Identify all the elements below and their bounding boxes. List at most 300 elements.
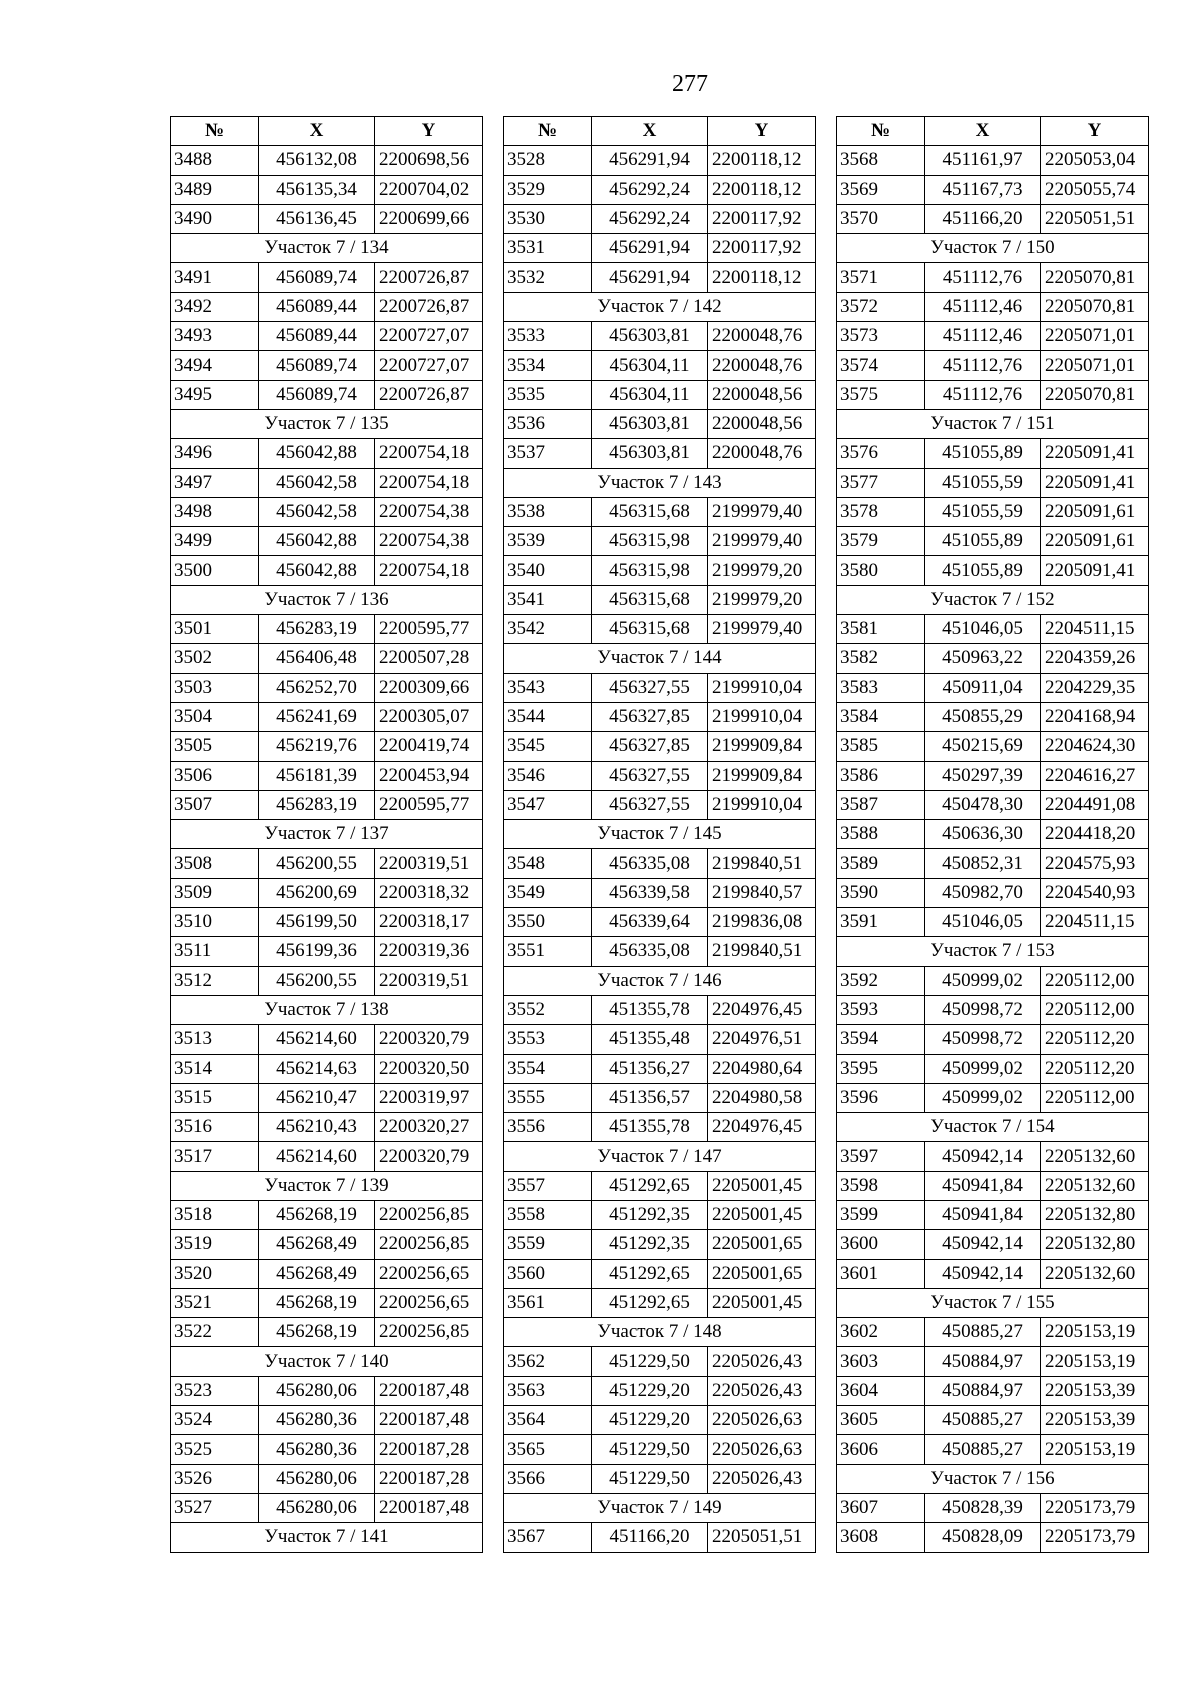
section-row — [504, 644, 816, 673]
table-row — [171, 673, 483, 702]
coordinates-table-column-3 — [836, 116, 1148, 1553]
point-number: 3598 — [837, 1171, 925, 1200]
section-row — [171, 820, 483, 849]
table-row — [171, 615, 483, 644]
y-coordinate: 2200320,50 — [375, 1054, 483, 1083]
table-row — [837, 146, 1149, 175]
point-number: 3502 — [171, 644, 259, 673]
x-coordinate: 456280,36 — [259, 1406, 375, 1435]
section-row — [171, 1171, 483, 1200]
point-number: 3525 — [171, 1435, 259, 1464]
point-number: 3541 — [504, 585, 592, 614]
x-coordinate: 456241,69 — [259, 702, 375, 731]
point-number: 3524 — [171, 1406, 259, 1435]
x-coordinate: 456327,85 — [592, 702, 708, 731]
table-row — [504, 380, 816, 409]
y-coordinate: 2204540,93 — [1041, 878, 1149, 907]
table-row — [837, 175, 1149, 204]
x-coordinate: 451055,59 — [925, 497, 1041, 526]
table-row — [837, 292, 1149, 321]
table-row — [171, 351, 483, 380]
x-coordinate: 456089,74 — [259, 351, 375, 380]
table-row — [504, 1054, 816, 1083]
table-header-row — [837, 117, 1149, 146]
x-coordinate: 450885,27 — [925, 1435, 1041, 1464]
y-coordinate: 2205132,60 — [1041, 1259, 1149, 1288]
y-coordinate: 2200256,85 — [375, 1230, 483, 1259]
x-coordinate: 451229,50 — [592, 1435, 708, 1464]
x-coordinate: 456335,08 — [592, 849, 708, 878]
point-number: 3579 — [837, 527, 925, 556]
x-coordinate: 456268,19 — [259, 1288, 375, 1317]
section-label: Участок 7 / 154 — [837, 1113, 1149, 1142]
point-number: 3565 — [504, 1435, 592, 1464]
point-number: 3595 — [837, 1054, 925, 1083]
x-coordinate: 456042,58 — [259, 468, 375, 497]
point-number: 3520 — [171, 1259, 259, 1288]
y-coordinate: 2205071,01 — [1041, 351, 1149, 380]
x-coordinate: 451356,27 — [592, 1054, 708, 1083]
section-row — [171, 1523, 483, 1552]
y-coordinate: 2199979,40 — [708, 615, 816, 644]
point-number: 3535 — [504, 380, 592, 409]
section-label: Участок 7 / 145 — [504, 820, 816, 849]
point-number: 3608 — [837, 1523, 925, 1552]
x-coordinate: 451229,20 — [592, 1376, 708, 1405]
point-number: 3536 — [504, 409, 592, 438]
y-coordinate: 2204511,15 — [1041, 908, 1149, 937]
y-coordinate: 2205026,63 — [708, 1435, 816, 1464]
table-row — [171, 380, 483, 409]
table-row — [837, 673, 1149, 702]
table-row — [504, 732, 816, 761]
table-row — [171, 1493, 483, 1522]
x-coordinate: 451112,76 — [925, 351, 1041, 380]
table-row — [504, 263, 816, 292]
x-coordinate: 451167,73 — [925, 175, 1041, 204]
section-label: Участок 7 / 156 — [837, 1464, 1149, 1493]
y-coordinate: 2200256,65 — [375, 1259, 483, 1288]
table-row — [504, 175, 816, 204]
table-row — [171, 556, 483, 585]
point-number: 3503 — [171, 673, 259, 702]
section-row — [837, 409, 1149, 438]
table-row — [504, 439, 816, 468]
point-number: 3500 — [171, 556, 259, 585]
section-label: Участок 7 / 136 — [171, 585, 483, 614]
point-number: 3507 — [171, 790, 259, 819]
x-coordinate: 456200,55 — [259, 849, 375, 878]
section-label: Участок 7 / 147 — [504, 1142, 816, 1171]
y-coordinate: 2205112,20 — [1041, 1054, 1149, 1083]
section-label: Участок 7 / 149 — [504, 1493, 816, 1522]
section-row — [504, 292, 816, 321]
y-coordinate: 2205051,51 — [708, 1523, 816, 1552]
section-row — [837, 234, 1149, 263]
point-number: 3508 — [171, 849, 259, 878]
section-label: Участок 7 / 151 — [837, 409, 1149, 438]
header-x: X — [592, 117, 708, 146]
table-row — [171, 1025, 483, 1054]
point-number: 3557 — [504, 1171, 592, 1200]
table-row — [504, 790, 816, 819]
table-header-row — [171, 117, 483, 146]
table-row — [837, 790, 1149, 819]
table-row — [837, 1435, 1149, 1464]
y-coordinate: 2199910,04 — [708, 673, 816, 702]
x-coordinate: 450884,97 — [925, 1347, 1041, 1376]
x-coordinate: 451055,59 — [925, 468, 1041, 497]
point-number: 3569 — [837, 175, 925, 204]
y-coordinate: 2205091,41 — [1041, 556, 1149, 585]
x-coordinate: 451292,65 — [592, 1259, 708, 1288]
table-row — [504, 878, 816, 907]
table-row — [837, 615, 1149, 644]
point-number: 3489 — [171, 175, 259, 204]
section-label: Участок 7 / 138 — [171, 995, 483, 1024]
y-coordinate: 2200704,02 — [375, 175, 483, 204]
y-coordinate: 2199840,57 — [708, 878, 816, 907]
point-number: 3523 — [171, 1376, 259, 1405]
y-coordinate: 2199979,40 — [708, 527, 816, 556]
y-coordinate: 2205001,45 — [708, 1200, 816, 1229]
table-row — [171, 1259, 483, 1288]
table-row — [837, 204, 1149, 233]
table-row — [837, 820, 1149, 849]
x-coordinate: 451112,46 — [925, 292, 1041, 321]
table-row — [837, 497, 1149, 526]
point-number: 3560 — [504, 1259, 592, 1288]
point-number: 3572 — [837, 292, 925, 321]
section-row — [837, 1113, 1149, 1142]
x-coordinate: 456268,49 — [259, 1259, 375, 1288]
point-number: 3603 — [837, 1347, 925, 1376]
y-coordinate: 2199910,04 — [708, 702, 816, 731]
point-number: 3602 — [837, 1318, 925, 1347]
point-number: 3527 — [171, 1493, 259, 1522]
y-coordinate: 2200699,66 — [375, 204, 483, 233]
x-coordinate: 456315,68 — [592, 497, 708, 526]
table-row — [171, 937, 483, 966]
point-number: 3534 — [504, 351, 592, 380]
section-label: Участок 7 / 141 — [171, 1523, 483, 1552]
section-row — [837, 1288, 1149, 1317]
y-coordinate: 2200118,12 — [708, 146, 816, 175]
table-row — [504, 615, 816, 644]
table-row — [504, 1347, 816, 1376]
table-row — [837, 908, 1149, 937]
x-coordinate: 451356,57 — [592, 1083, 708, 1112]
y-coordinate: 2200754,18 — [375, 468, 483, 497]
table-row — [171, 146, 483, 175]
point-number: 3544 — [504, 702, 592, 731]
table-row — [837, 644, 1149, 673]
point-number: 3494 — [171, 351, 259, 380]
y-coordinate: 2204624,30 — [1041, 732, 1149, 761]
x-coordinate: 456280,06 — [259, 1464, 375, 1493]
coordinates-table — [503, 116, 816, 1553]
point-number: 3552 — [504, 995, 592, 1024]
y-coordinate: 2200320,79 — [375, 1025, 483, 1054]
x-coordinate: 450998,72 — [925, 1025, 1041, 1054]
table-row — [171, 322, 483, 351]
point-number: 3521 — [171, 1288, 259, 1317]
x-coordinate: 456210,43 — [259, 1113, 375, 1142]
table-row — [504, 527, 816, 556]
x-coordinate: 450885,27 — [925, 1406, 1041, 1435]
y-coordinate: 2204976,45 — [708, 1113, 816, 1142]
section-label: Участок 7 / 135 — [171, 409, 483, 438]
section-row — [171, 234, 483, 263]
y-coordinate: 2200318,32 — [375, 878, 483, 907]
section-label: Участок 7 / 144 — [504, 644, 816, 673]
point-number: 3601 — [837, 1259, 925, 1288]
table-row — [504, 673, 816, 702]
point-number: 3551 — [504, 937, 592, 966]
y-coordinate: 2200118,12 — [708, 175, 816, 204]
point-number: 3490 — [171, 204, 259, 233]
x-coordinate: 451055,89 — [925, 527, 1041, 556]
table-row — [837, 1523, 1149, 1552]
x-coordinate: 456042,58 — [259, 497, 375, 526]
table-row — [504, 556, 816, 585]
point-number: 3584 — [837, 702, 925, 731]
y-coordinate: 2200754,38 — [375, 497, 483, 526]
y-coordinate: 2200305,07 — [375, 702, 483, 731]
x-coordinate: 456292,24 — [592, 175, 708, 204]
table-row — [171, 702, 483, 731]
point-number: 3571 — [837, 263, 925, 292]
y-coordinate: 2205153,39 — [1041, 1406, 1149, 1435]
point-number: 3497 — [171, 468, 259, 497]
point-number: 3533 — [504, 322, 592, 351]
header-y: Y — [1041, 117, 1149, 146]
table-header-row — [504, 117, 816, 146]
y-coordinate: 2204168,94 — [1041, 702, 1149, 731]
point-number: 3543 — [504, 673, 592, 702]
section-row — [171, 585, 483, 614]
point-number: 3559 — [504, 1230, 592, 1259]
x-coordinate: 450828,09 — [925, 1523, 1041, 1552]
x-coordinate: 451112,46 — [925, 322, 1041, 351]
x-coordinate: 456268,49 — [259, 1230, 375, 1259]
table-row — [837, 878, 1149, 907]
y-coordinate: 2205001,65 — [708, 1230, 816, 1259]
point-number: 3599 — [837, 1200, 925, 1229]
point-number: 3586 — [837, 761, 925, 790]
y-coordinate: 2200726,87 — [375, 380, 483, 409]
y-coordinate: 2200320,27 — [375, 1113, 483, 1142]
y-coordinate: 2205051,51 — [1041, 204, 1149, 233]
table-row — [837, 1347, 1149, 1376]
section-row — [171, 995, 483, 1024]
point-number: 3506 — [171, 761, 259, 790]
header-number: № — [504, 117, 592, 146]
x-coordinate: 451161,97 — [925, 146, 1041, 175]
x-coordinate: 456200,69 — [259, 878, 375, 907]
point-number: 3537 — [504, 439, 592, 468]
y-coordinate: 2200256,85 — [375, 1200, 483, 1229]
y-coordinate: 2205132,80 — [1041, 1200, 1149, 1229]
y-coordinate: 2199910,04 — [708, 790, 816, 819]
point-number: 3548 — [504, 849, 592, 878]
x-coordinate: 451166,20 — [592, 1523, 708, 1552]
table-row — [504, 1288, 816, 1317]
x-coordinate: 451292,35 — [592, 1200, 708, 1229]
y-coordinate: 2199836,08 — [708, 908, 816, 937]
point-number: 3530 — [504, 204, 592, 233]
y-coordinate: 2200318,17 — [375, 908, 483, 937]
point-number: 3501 — [171, 615, 259, 644]
table-row — [837, 439, 1149, 468]
table-row — [504, 322, 816, 351]
x-coordinate: 450999,02 — [925, 966, 1041, 995]
table-row — [171, 761, 483, 790]
point-number: 3499 — [171, 527, 259, 556]
y-coordinate: 2199979,20 — [708, 556, 816, 585]
x-coordinate: 450911,04 — [925, 673, 1041, 702]
x-coordinate: 456214,60 — [259, 1142, 375, 1171]
table-row — [504, 908, 816, 937]
table-row — [837, 468, 1149, 497]
y-coordinate: 2204229,35 — [1041, 673, 1149, 702]
table-row — [171, 1230, 483, 1259]
x-coordinate: 456315,68 — [592, 585, 708, 614]
point-number: 3556 — [504, 1113, 592, 1142]
y-coordinate: 2205026,43 — [708, 1376, 816, 1405]
table-row — [504, 995, 816, 1024]
point-number: 3553 — [504, 1025, 592, 1054]
section-label: Участок 7 / 143 — [504, 468, 816, 497]
x-coordinate: 456280,06 — [259, 1493, 375, 1522]
y-coordinate: 2205132,60 — [1041, 1171, 1149, 1200]
x-coordinate: 451055,89 — [925, 556, 1041, 585]
x-coordinate: 451229,50 — [592, 1347, 708, 1376]
y-coordinate: 2200698,56 — [375, 146, 483, 175]
point-number: 3542 — [504, 615, 592, 644]
table-row — [171, 1406, 483, 1435]
y-coordinate: 2204976,51 — [708, 1025, 816, 1054]
table-row — [171, 732, 483, 761]
point-number: 3563 — [504, 1376, 592, 1405]
x-coordinate: 450999,02 — [925, 1054, 1041, 1083]
table-row — [171, 1318, 483, 1347]
point-number: 3562 — [504, 1347, 592, 1376]
y-coordinate: 2199979,40 — [708, 497, 816, 526]
y-coordinate: 2200048,76 — [708, 439, 816, 468]
table-row — [504, 1083, 816, 1112]
y-coordinate: 2200754,18 — [375, 556, 483, 585]
x-coordinate: 456089,44 — [259, 292, 375, 321]
table-row — [504, 849, 816, 878]
point-number: 3576 — [837, 439, 925, 468]
table-row — [837, 761, 1149, 790]
point-number: 3529 — [504, 175, 592, 204]
section-label: Участок 7 / 150 — [837, 234, 1149, 263]
x-coordinate: 450942,14 — [925, 1259, 1041, 1288]
table-row — [504, 1259, 816, 1288]
point-number: 3577 — [837, 468, 925, 497]
x-coordinate: 451292,35 — [592, 1230, 708, 1259]
point-number: 3582 — [837, 644, 925, 673]
point-number: 3578 — [837, 497, 925, 526]
y-coordinate: 2205070,81 — [1041, 380, 1149, 409]
y-coordinate: 2200726,87 — [375, 292, 483, 321]
point-number: 3561 — [504, 1288, 592, 1317]
y-coordinate: 2205091,61 — [1041, 497, 1149, 526]
x-coordinate: 456303,81 — [592, 439, 708, 468]
x-coordinate: 451112,76 — [925, 380, 1041, 409]
section-row — [504, 468, 816, 497]
x-coordinate: 456280,36 — [259, 1435, 375, 1464]
y-coordinate: 2205112,00 — [1041, 966, 1149, 995]
x-coordinate: 450942,14 — [925, 1142, 1041, 1171]
section-row — [504, 1318, 816, 1347]
table-row — [171, 644, 483, 673]
point-number: 3597 — [837, 1142, 925, 1171]
table-row — [504, 1200, 816, 1229]
table-row — [504, 1113, 816, 1142]
x-coordinate: 456214,60 — [259, 1025, 375, 1054]
y-coordinate: 2200319,51 — [375, 966, 483, 995]
y-coordinate: 2200754,38 — [375, 527, 483, 556]
y-coordinate: 2200595,77 — [375, 615, 483, 644]
x-coordinate: 456089,74 — [259, 380, 375, 409]
point-number: 3513 — [171, 1025, 259, 1054]
point-number: 3515 — [171, 1083, 259, 1112]
table-row — [504, 351, 816, 380]
point-number: 3558 — [504, 1200, 592, 1229]
y-coordinate: 2200256,65 — [375, 1288, 483, 1317]
x-coordinate: 456406,48 — [259, 644, 375, 673]
x-coordinate: 456283,19 — [259, 790, 375, 819]
x-coordinate: 456089,74 — [259, 263, 375, 292]
x-coordinate: 456199,50 — [259, 908, 375, 937]
x-coordinate: 450982,70 — [925, 878, 1041, 907]
x-coordinate: 456327,85 — [592, 732, 708, 761]
table-row — [504, 585, 816, 614]
y-coordinate: 2200727,07 — [375, 322, 483, 351]
table-row — [504, 409, 816, 438]
y-coordinate: 2200309,66 — [375, 673, 483, 702]
y-coordinate: 2204359,26 — [1041, 644, 1149, 673]
y-coordinate: 2204418,20 — [1041, 820, 1149, 849]
x-coordinate: 456291,94 — [592, 263, 708, 292]
point-number: 3526 — [171, 1464, 259, 1493]
x-coordinate: 456042,88 — [259, 439, 375, 468]
point-number: 3545 — [504, 732, 592, 761]
y-coordinate: 2205153,19 — [1041, 1347, 1149, 1376]
table-row — [837, 1318, 1149, 1347]
x-coordinate: 456339,58 — [592, 878, 708, 907]
y-coordinate: 2204575,93 — [1041, 849, 1149, 878]
table-row — [171, 1083, 483, 1112]
y-coordinate: 2200754,18 — [375, 439, 483, 468]
x-coordinate: 456199,36 — [259, 937, 375, 966]
point-number: 3566 — [504, 1464, 592, 1493]
y-coordinate: 2205070,81 — [1041, 263, 1149, 292]
y-coordinate: 2200187,48 — [375, 1493, 483, 1522]
point-number: 3512 — [171, 966, 259, 995]
point-number: 3573 — [837, 322, 925, 351]
y-coordinate: 2200118,12 — [708, 263, 816, 292]
point-number: 3496 — [171, 439, 259, 468]
table-row — [837, 1406, 1149, 1435]
section-label: Участок 7 / 139 — [171, 1171, 483, 1200]
section-row — [504, 1142, 816, 1171]
x-coordinate: 451046,05 — [925, 908, 1041, 937]
x-coordinate: 456042,88 — [259, 556, 375, 585]
